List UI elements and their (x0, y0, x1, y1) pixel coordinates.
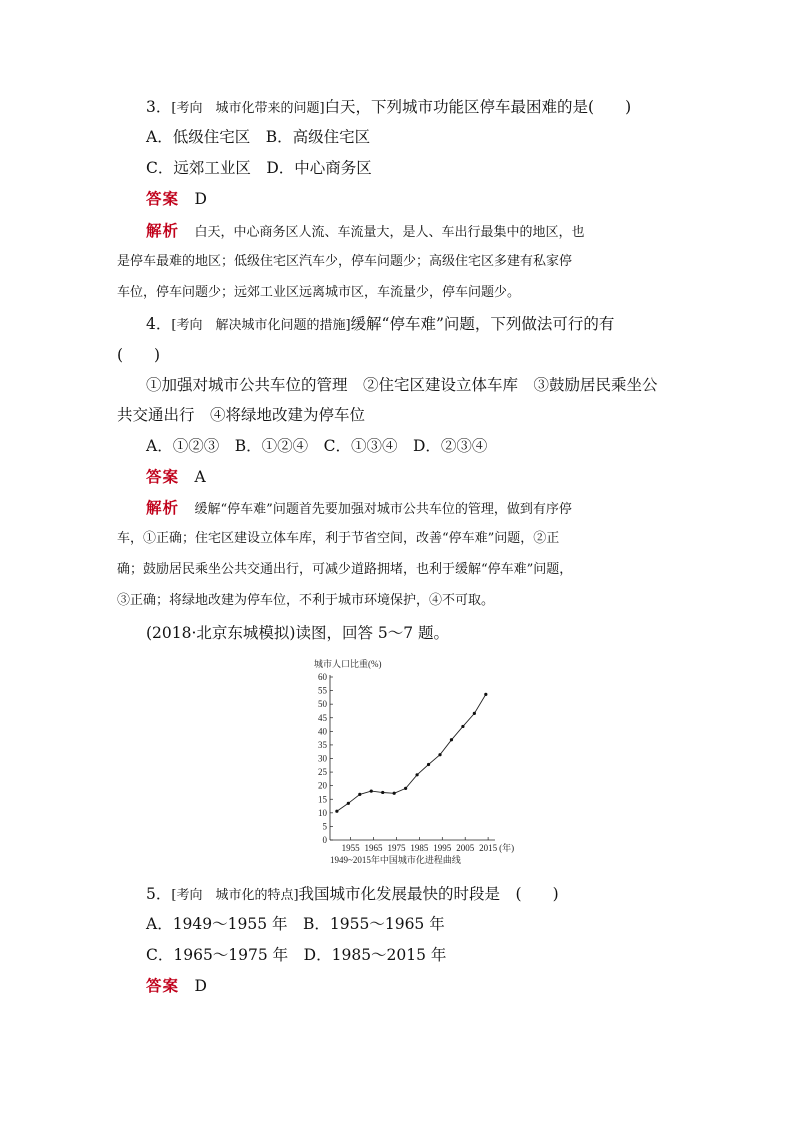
q5-tag: [考向 城市化的特点] (171, 888, 299, 903)
q4-stem-text: 缓解“停车难”问题，下列做法可行的有 (350, 315, 615, 333)
q4-tag: [考向 解决城市化问题的措施] (171, 318, 351, 333)
chart-yticks (318, 672, 333, 845)
y-tick-label: 55 (318, 685, 327, 696)
data-point (450, 738, 453, 741)
q5-options-ab: A．1949～1955 年 B．1955～1965 年 (146, 915, 445, 933)
x-tick-label: 2015 (479, 843, 498, 853)
q4-analysis-line-2: 车，①正确；住宅区建设立体车库，利于节省空间，改善“停车难”问题，②正 (117, 531, 560, 546)
q4-answer-value: A (194, 468, 206, 486)
q5-answer-label: 答案 (146, 976, 180, 995)
x-tick-label: 1975 (387, 843, 406, 853)
q4-stem (146, 314, 614, 336)
q5-answer (146, 976, 207, 996)
y-tick-label: 25 (318, 767, 327, 778)
q3-options-ab: A．低级住宅区 B．高级住宅区 (146, 128, 371, 146)
y-tick-label: 10 (318, 807, 327, 818)
q3-answer (146, 189, 207, 209)
q4-analysis-label: 解析 (146, 498, 180, 517)
y-tick-label: 0 (322, 835, 327, 845)
data-point (335, 810, 338, 813)
data-point (473, 712, 476, 715)
y-tick-label: 40 (318, 726, 327, 737)
group-intro: (2018·北京东城模拟)读图，回答 5～7 题。 (146, 624, 450, 642)
data-point (484, 693, 487, 696)
chart-ylabel: 城市人口比重(%) (314, 659, 382, 669)
y-tick-label: 15 (318, 794, 327, 805)
q3-tag: [考向 城市化带来的问题] (171, 101, 325, 116)
q4-answer-label: 答案 (146, 467, 180, 486)
x-tick-label: 1995 (433, 843, 452, 853)
q5-answer-value: D (194, 977, 207, 995)
q3-analysis-line-1: 解析 白天，中心商务区人流、车流量大，是人、车出行最集中的地区，也 (146, 221, 585, 240)
q4-stem-bracket: ( ) (117, 346, 161, 364)
data-point (393, 792, 396, 795)
y-tick-label: 45 (318, 712, 327, 723)
q4-analysis-line-1: 解析 缓解“停车难”问题首先要加强对城市公共车位的管理，做到有序停 (146, 498, 572, 517)
data-point (427, 763, 430, 766)
q3-number: 3． (146, 98, 172, 116)
x-tick-label: 1985 (410, 843, 429, 853)
data-point (438, 753, 441, 756)
q4-number: 4． (146, 315, 172, 333)
q3-analysis-line-3: 车位，停车问题少；远郊工业区远离城市区，车流量少，停车问题少。 (117, 285, 521, 300)
chart-points (335, 693, 487, 813)
q5-number: 5． (146, 885, 172, 903)
data-point (370, 790, 373, 793)
x-tick-label: 2005 (456, 843, 475, 853)
y-tick-label: 20 (318, 780, 327, 791)
q3-answer-value: D (194, 190, 207, 208)
q5-stem (146, 884, 559, 906)
data-point (347, 802, 350, 805)
q4-analysis-line-4: ③正确；将绿地改建为停车位，不利于城市环境保护，④不可取。 (117, 593, 495, 608)
q5-stem-text: 我国城市化发展最快的时段是 ( ) (298, 885, 559, 903)
y-tick-label: 5 (322, 821, 327, 832)
q3-answer-label: 答案 (146, 189, 180, 208)
q3-analysis-label: 解析 (146, 221, 180, 240)
q4-items-line-2: 共交通出行 ④将绿地改建为停车位 (117, 406, 366, 424)
data-point (404, 787, 407, 790)
y-tick-label: 60 (318, 672, 327, 682)
chart-xticks (342, 837, 515, 853)
x-tick-label: 1965 (364, 843, 383, 853)
q4-items-line-1: ①加强对城市公共车位的管理 ②住宅区建设立体车库 ③鼓励居民乘坐公 (146, 376, 658, 394)
q4-analysis-line-3: 确；鼓励居民乘坐公共交通出行，可减少道路拥堵，也利于缓解“停车难”问题， (117, 562, 573, 577)
q3-analysis-line-2: 是停车最难的地区；低级住宅区汽车少，停车问题少；高级住宅区多建有私家停 (117, 254, 573, 269)
q5-options-cd: C．1965～1975 年 D．1985～2015 年 (146, 946, 447, 964)
q4-answer (146, 467, 206, 487)
x-tick-label: 1955 (341, 843, 360, 853)
q4-options: A．①②③ B．①②④ C．①③④ D．②③④ (146, 437, 488, 455)
q3-stem (146, 97, 631, 119)
chart-caption: 1949~2015年中国城市化进程曲线 (330, 855, 461, 865)
x-unit-label: (年) (499, 843, 515, 853)
q3-options-cd: C．远郊工业区 D．中心商务区 (146, 159, 372, 177)
y-tick-label: 35 (318, 739, 327, 750)
data-point (461, 725, 464, 728)
y-tick-label: 30 (318, 753, 327, 764)
urbanization-chart (300, 655, 530, 870)
y-tick-label: 50 (318, 699, 327, 710)
data-point (415, 773, 418, 776)
chart-axes (330, 675, 495, 840)
data-point (381, 791, 384, 794)
data-point (358, 793, 361, 796)
q3-stem-text: 白天，下列城市功能区停车最困难的是( ) (324, 98, 632, 116)
